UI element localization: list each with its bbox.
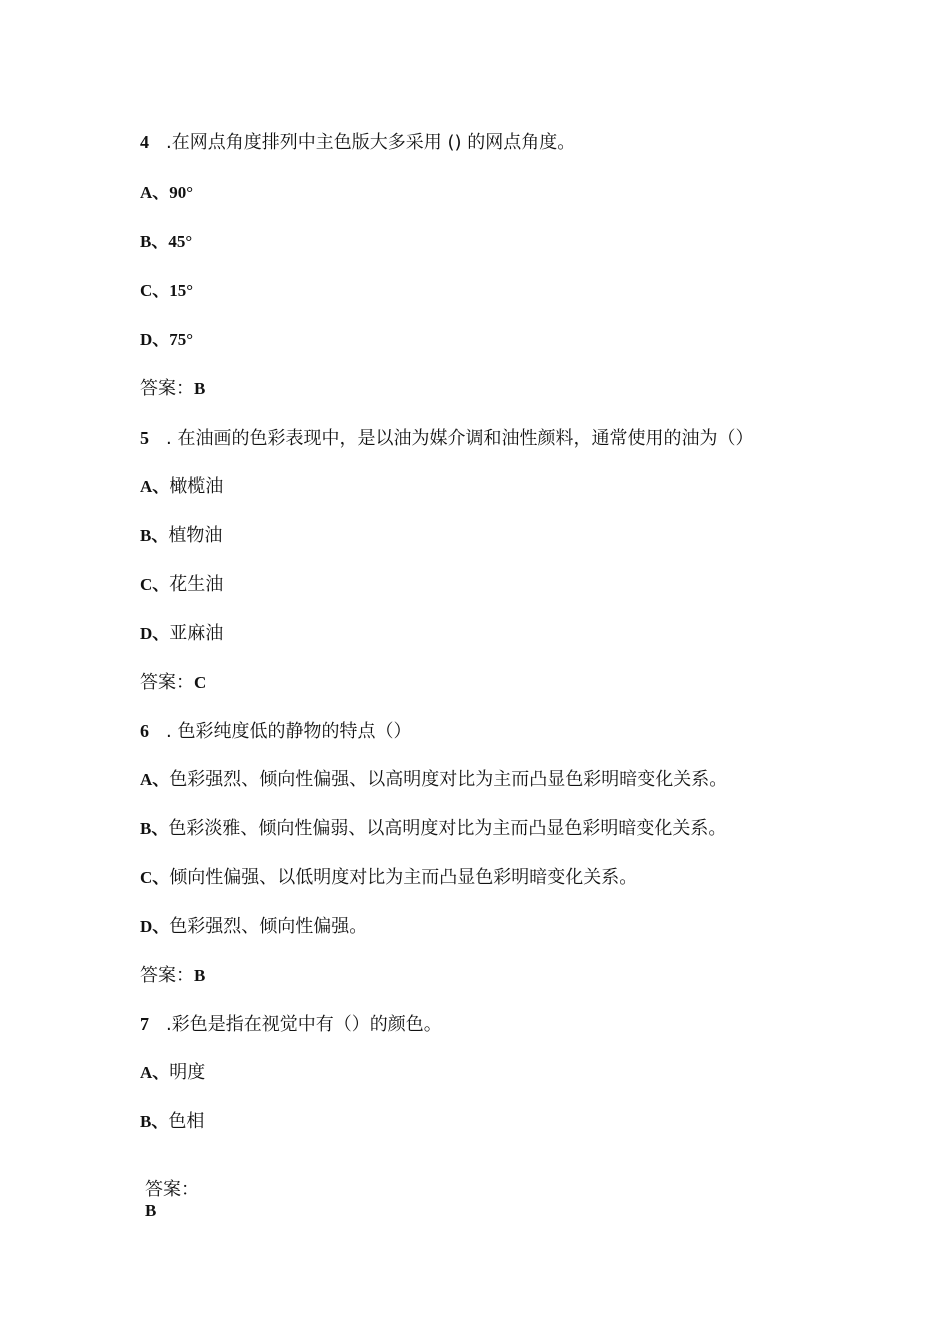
option-letter: A、: [140, 477, 170, 496]
option-text: 明度: [169, 1062, 206, 1083]
option-letter: A、: [140, 770, 170, 789]
option-text: 亚麻油: [169, 623, 224, 644]
option-c: [140, 279, 193, 303]
answer-line: [140, 671, 206, 695]
option-text: 色彩强烈、倾向性偏强、以高明度对比为主而凸显色彩明暗变化关系。: [169, 769, 728, 790]
option-a: [140, 181, 193, 205]
option-letter: B、: [140, 526, 169, 545]
option-text: 15°: [169, 281, 194, 300]
option-letter: D、: [140, 624, 170, 643]
option-letter: B、: [140, 232, 169, 251]
question-text: .彩色是指在视觉中有（）的颜色。: [166, 1014, 442, 1035]
answer-label: 答案：: [140, 672, 194, 693]
option-a: [140, 475, 223, 499]
question-text: .在网点角度排列中主色版大多采用 () 的网点角度。: [166, 132, 576, 153]
option-letter: B、: [140, 1112, 169, 1131]
question-number: 6: [140, 721, 149, 741]
answer-value: B: [145, 1201, 157, 1220]
option-a: [140, 1061, 205, 1085]
question-5: [140, 426, 753, 451]
question-number: 4: [140, 132, 149, 152]
option-text: 45°: [168, 232, 193, 251]
option-text: 橄榄油: [169, 476, 224, 497]
option-text: 90°: [169, 183, 194, 202]
option-b: [140, 524, 222, 548]
answer-line: [140, 964, 205, 988]
answer-label-line: [145, 1178, 199, 1202]
answer-value: B: [194, 379, 206, 398]
question-number: 7: [140, 1014, 149, 1034]
answer-value: B: [194, 966, 206, 985]
option-text: 倾向性偏强、以低明度对比为主而凸显色彩明暗变化关系。: [169, 867, 638, 888]
option-letter: A、: [140, 1063, 170, 1082]
question-7: [140, 1012, 442, 1037]
answer-label: 答案：: [145, 1179, 199, 1200]
question-text: . 色彩纯度低的静物的特点（）: [166, 721, 412, 742]
question-6: [140, 719, 411, 744]
option-letter: D、: [140, 917, 170, 936]
option-text: 色彩强烈、倾向性偏强。: [169, 916, 368, 937]
option-c: [140, 866, 637, 890]
answer-line: [140, 377, 205, 401]
option-a: [140, 768, 727, 792]
option-d: [140, 622, 223, 646]
answer-label: 答案：: [140, 965, 194, 986]
option-letter: C、: [140, 575, 170, 594]
option-letter: C、: [140, 281, 170, 300]
option-b: [140, 230, 192, 254]
option-b: [140, 817, 726, 841]
question-4: [140, 130, 575, 155]
question-text: . 在油画的色彩表现中，是以油为媒介调和油性颜料，通常使用的油为（）: [166, 428, 754, 449]
answer-label: 答案：: [140, 378, 194, 399]
option-text: 花生油: [169, 574, 224, 595]
option-text: 植物油: [168, 525, 223, 546]
answer-value: C: [194, 673, 207, 692]
option-letter: B、: [140, 819, 169, 838]
option-letter: D、: [140, 330, 170, 349]
option-letter: A、: [140, 183, 170, 202]
option-text: 色彩淡雅、倾向性偏弱、以高明度对比为主而凸显色彩明暗变化关系。: [168, 818, 727, 839]
option-c: [140, 573, 223, 597]
option-letter: C、: [140, 868, 170, 887]
option-text: 色相: [168, 1111, 205, 1132]
option-b: [140, 1110, 204, 1134]
question-number: 5: [140, 428, 149, 448]
option-text: 75°: [169, 330, 194, 349]
option-d: [140, 328, 193, 352]
option-d: [140, 915, 367, 939]
